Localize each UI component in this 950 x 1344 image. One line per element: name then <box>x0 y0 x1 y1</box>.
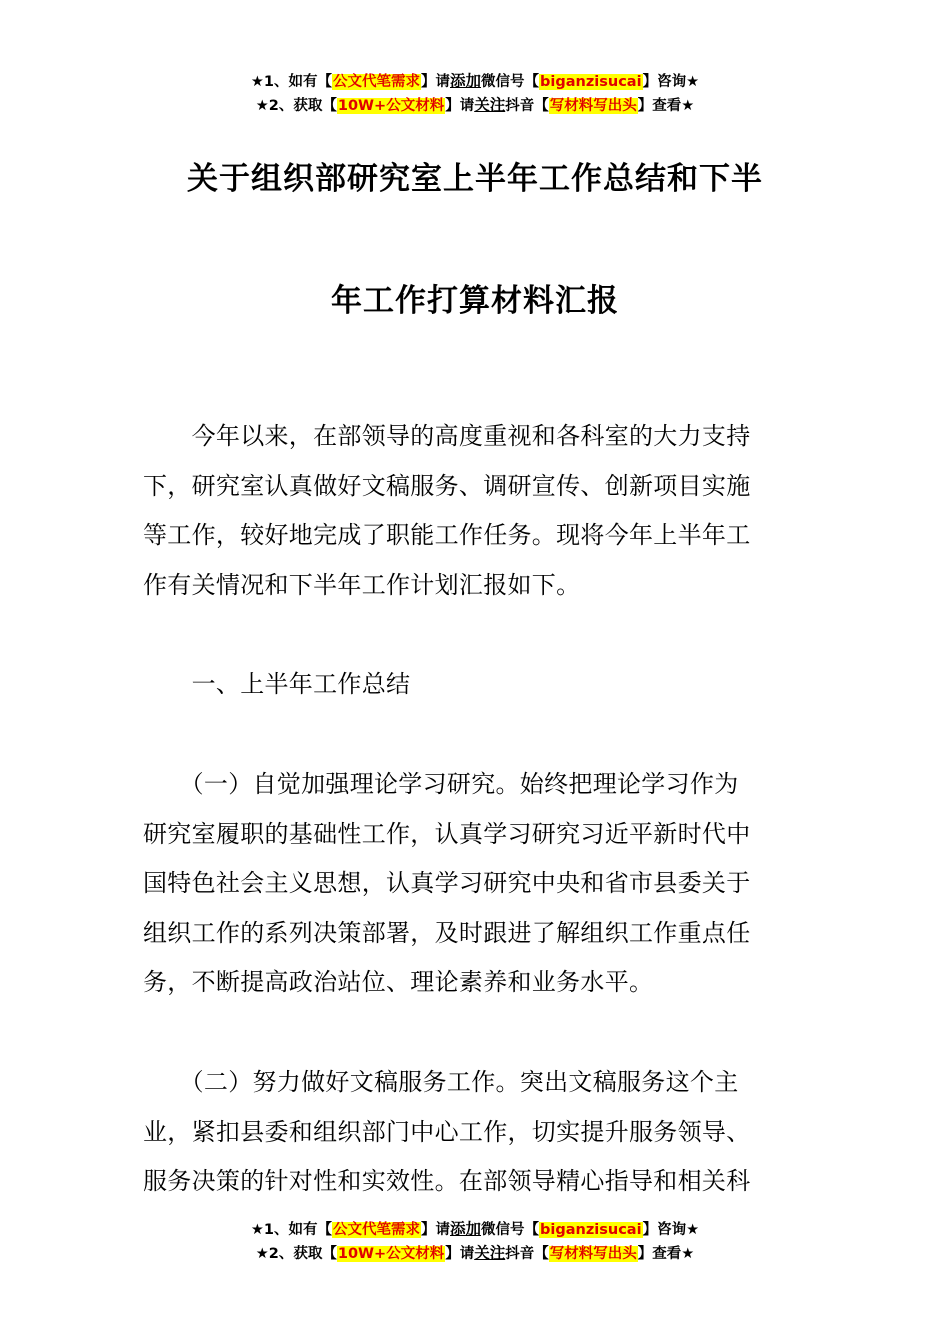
highlight-wechat-id: biganzisucai <box>540 1222 642 1238</box>
highlight-douyin: 写材料写出头 <box>549 1246 637 1262</box>
document-title-line-2: 年工作打算材料汇报 <box>331 283 619 319</box>
text-line: 下，研究室认真做好文稿服务、调研宣传、创新项目实施 <box>143 471 751 500</box>
promo-line-2: ★2、获取【10W+公文材料】请关注抖音【写材料写出头】查看★ <box>255 96 695 114</box>
highlight-materials: 10W+公文材料 <box>337 98 445 114</box>
text-line: 组织工作的系列决策部署，及时跟进了解组织工作重点任 <box>143 918 751 947</box>
section-1-paragraph <box>143 760 809 1008</box>
text-line: 业，紧扣县委和组织部门中心工作，切实提升服务领导、 <box>143 1117 751 1146</box>
text-line: 作有关情况和下半年工作计划汇报如下。 <box>143 570 581 599</box>
text-line: 国特色社会主义思想，认真学习研究中央和省市县委关于 <box>143 869 751 897</box>
highlight-materials: 10W+公文材料 <box>337 1246 445 1262</box>
text-line: 务，不断提高政治站位、理论素养和业务水平。 <box>143 968 654 996</box>
highlight-service: 公文代笔需求 <box>333 74 420 90</box>
highlight-service: 公文代笔需求 <box>333 1222 420 1238</box>
document-title-line-1: 关于组织部研究室上半年工作总结和下半 <box>187 161 763 197</box>
highlight-wechat-id: biganzisucai <box>540 74 642 90</box>
text-line: 研究室履职的基础性工作，认真学习研究习近平新时代中 <box>143 819 751 848</box>
section-2-paragraph <box>143 1058 809 1207</box>
promo-line-2: ★2、获取【10W+公文材料】请关注抖音【写材料写出头】查看★ <box>255 1244 695 1262</box>
text-line: 等工作，较好地完成了职能工作任务。现将今年上半年工 <box>143 521 751 549</box>
text-line: （一）自觉加强理论学习研究。始终把理论学习作为 <box>143 770 739 798</box>
highlight-douyin: 写材料写出头 <box>549 98 637 114</box>
promo-line-1: ★1、如有【公文代笔需求】请添加微信号【biganzisucai】咨询★ <box>250 72 700 90</box>
promo-line-1: ★1、如有【公文代笔需求】请添加微信号【biganzisucai】咨询★ <box>250 1220 700 1238</box>
promo-banner-top <box>0 70 950 118</box>
section-heading: 一、上半年工作总结 <box>143 670 411 698</box>
text-line: 服务决策的针对性和实效性。在部领导精心指导和相关科 <box>143 1167 751 1195</box>
text-line: （二）努力做好文稿服务工作。突出文稿服务这个主 <box>143 1068 739 1096</box>
promo-banner-bottom <box>0 1218 950 1266</box>
intro-paragraph <box>143 412 809 610</box>
text-line: 今年以来，在部领导的高度重视和各科室的大力支持 <box>143 422 751 450</box>
